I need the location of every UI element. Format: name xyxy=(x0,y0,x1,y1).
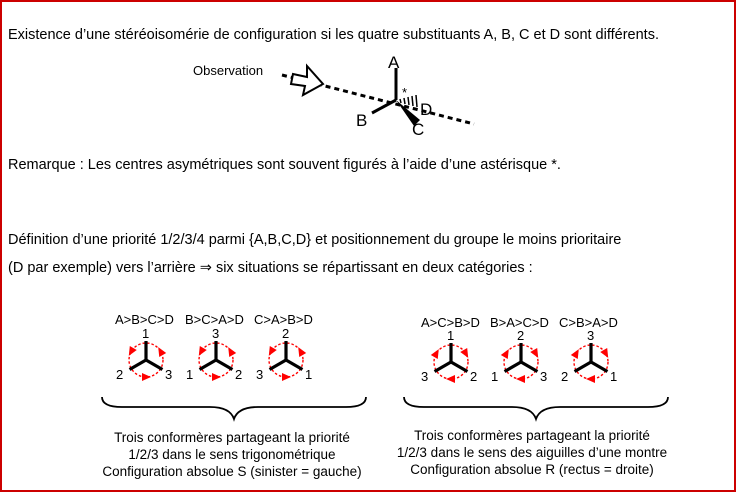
rotation-arrow-icon xyxy=(516,375,525,383)
order-r-3: C>B>A>D xyxy=(559,315,618,330)
bond xyxy=(130,360,146,370)
priority-left: 2 xyxy=(116,367,124,382)
label-a: A xyxy=(388,53,400,72)
bond xyxy=(200,360,216,370)
rotation-arrow-icon xyxy=(142,373,151,381)
label-c: C xyxy=(412,120,425,139)
rotation-arrow-icon xyxy=(431,349,439,359)
intro-line: Existence d’une stéréoisomérie de configuration si les quatre substituants A, B, C et D sont différents. xyxy=(8,27,659,43)
definition-line-2: (D par exemple) vers l’arrière ⇒ six situations se répartissant en deux catégories : xyxy=(8,260,533,276)
priority-right: 1 xyxy=(305,367,313,382)
priority-left: 3 xyxy=(421,369,429,384)
rotation-arrow-icon xyxy=(282,373,291,381)
caption-r-line-3: Configuration absolue R (rectus = droite) xyxy=(410,462,654,477)
molecule-1 xyxy=(116,326,172,382)
bond xyxy=(216,360,232,370)
caption-r-line-2: 1/2/3 dans le sens des aiguilles d’une montre xyxy=(396,445,668,460)
rotation-arrow-icon xyxy=(129,346,137,356)
rotation-arrow-icon xyxy=(446,375,455,383)
priority-left: 1 xyxy=(491,369,499,384)
order-s-3: C>A>B>D xyxy=(254,312,313,327)
caption-s-line-2: 1/2/3 dans le sens trigonométrique xyxy=(128,447,336,462)
bond xyxy=(146,360,162,370)
bond xyxy=(270,360,286,370)
priority-top: 2 xyxy=(517,328,525,343)
bond xyxy=(286,360,302,370)
bond xyxy=(575,362,591,372)
caption-s-line-3: Configuration absolue S (sinister = gauche) xyxy=(102,464,362,479)
order-r-1: A>C>B>D xyxy=(421,315,480,330)
molecule-6 xyxy=(561,328,617,384)
caption-s xyxy=(82,429,382,480)
label-b: B xyxy=(356,111,368,130)
rotation-arrow-icon xyxy=(571,349,579,359)
bond xyxy=(591,362,607,372)
caption-r-line-1: Trois conformères partageant la priorité xyxy=(414,428,650,443)
molecule-2 xyxy=(186,326,242,382)
priority-right: 3 xyxy=(165,367,173,382)
molecule-5 xyxy=(491,328,547,384)
rotation-arrow-icon xyxy=(600,348,608,358)
priority-top: 1 xyxy=(447,328,455,343)
bond xyxy=(505,362,521,372)
priority-left: 1 xyxy=(186,367,194,382)
brace-s xyxy=(102,397,366,419)
asterisk-mark: * xyxy=(402,85,408,100)
brace-r xyxy=(404,397,668,419)
priority-left: 2 xyxy=(561,369,569,384)
priority-right: 1 xyxy=(610,369,618,384)
order-s-1: A>B>C>D xyxy=(115,312,174,327)
priority-left: 3 xyxy=(256,367,264,382)
observation-label: Observation xyxy=(193,63,264,78)
definition-line-1: Définition d’une priorité 1/2/3/4 parmi {A,B,C,D} et positionnement du groupe le moins prioritaire xyxy=(8,232,622,248)
rotation-arrow-icon xyxy=(530,348,538,358)
label-d: D xyxy=(420,100,433,119)
rotation-arrow-icon xyxy=(212,373,221,381)
remark-line: Remarque : Les centres asymétriques sont souvent figurés à l’aide d’une astérisque *. xyxy=(8,157,561,173)
configurations-diagram xyxy=(2,2,736,494)
bond xyxy=(435,362,451,372)
order-s-2: B>C>A>D xyxy=(185,312,244,327)
priority-right: 2 xyxy=(470,369,478,384)
rotation-arrow-icon xyxy=(586,375,595,383)
rotation-arrow-icon xyxy=(501,349,509,359)
caption-r xyxy=(382,427,682,478)
rotation-arrow-icon xyxy=(460,348,468,358)
priority-top: 1 xyxy=(142,326,150,341)
order-r-2: B>A>C>D xyxy=(490,315,549,330)
bond xyxy=(451,362,467,372)
priority-top: 3 xyxy=(212,326,220,341)
rotation-arrow-icon xyxy=(199,346,207,356)
priority-top: 3 xyxy=(587,328,595,343)
bond xyxy=(521,362,537,372)
priority-top: 2 xyxy=(282,326,290,341)
priority-right: 2 xyxy=(235,367,243,382)
rotation-arrow-icon xyxy=(269,346,277,356)
priority-right: 3 xyxy=(540,369,548,384)
caption-s-line-1: Trois conformères partageant la priorité xyxy=(114,430,350,445)
molecule-4 xyxy=(421,328,477,384)
molecule-3 xyxy=(256,326,312,382)
